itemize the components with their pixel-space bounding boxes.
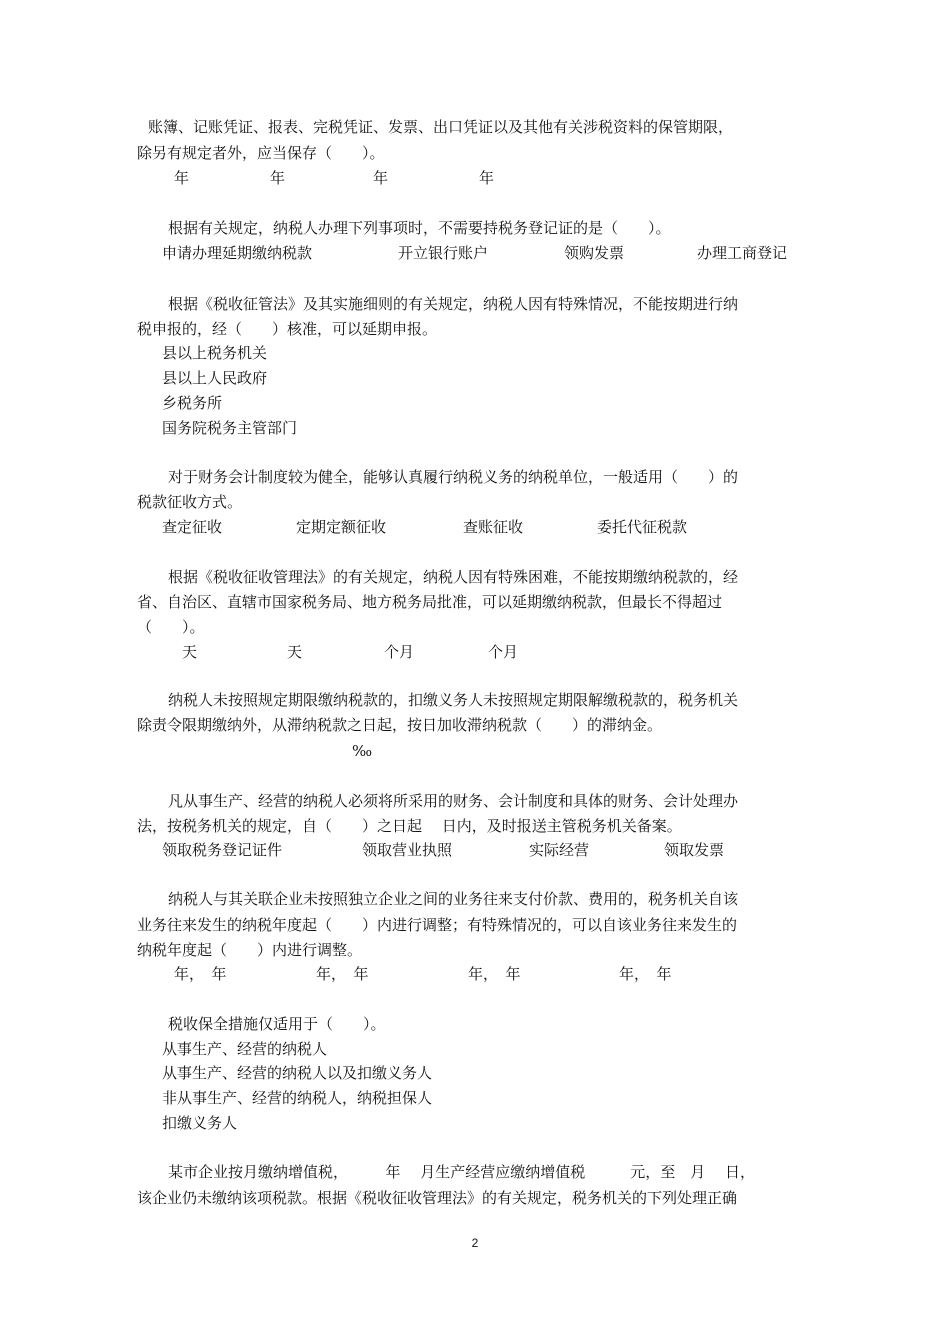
- question-1-line-1: 账簿、记账凭证、报表、完税凭证、发票、出口凭证以及其他有关涉税资料的保管期限，: [148, 118, 734, 136]
- question-2-option-d: 办理工商登记: [697, 244, 788, 262]
- question-1-option-d: 年: [479, 169, 495, 187]
- question-8-option-d: 年， 年: [619, 965, 672, 983]
- question-5-option-c: 个月: [384, 643, 415, 661]
- question-2-option-c: 领购发票: [564, 244, 625, 262]
- question-3-option-d: 国务院税务主管部门: [162, 419, 298, 437]
- question-4-option-d: 委托代征税款: [597, 518, 688, 536]
- question-8-line-1: 纳税人与其关联企业未按照独立企业之间的业务往来支付价款、费用的，税务机关自该: [168, 890, 739, 908]
- question-2-line-1: 根据有关规定，纳税人办理下列事项时，不需要持税务登记证的是（ ）。: [168, 219, 671, 237]
- question-6-line-2: 除责令限期缴纳外，从滞纳税款之日起，按日加收滞纳税款（ ）的滞纳金。: [137, 716, 663, 734]
- question-5-option-d: 个月: [488, 643, 519, 661]
- question-10-line-2: 该企业仍未缴纳该项税款。根据《税收征收管理法》的有关规定，税务机关的下列处理正确: [137, 1189, 738, 1207]
- question-9-option-b: 从事生产、经营的纳税人以及扣缴义务人: [162, 1064, 433, 1082]
- question-6-line-1: 纳税人未按照规定期限缴纳税款的，扣缴义务人未按照规定期限解缴税款的，税务机关: [168, 691, 739, 709]
- question-7-option-d: 领取发票: [664, 841, 725, 859]
- question-3-line-2: 税申报的，经（ ）核准，可以延期申报。: [137, 320, 438, 338]
- question-8-option-b: 年， 年: [316, 965, 369, 983]
- question-7-option-c: 实际经营: [529, 841, 590, 859]
- question-9-option-c: 非从事生产、经营的纳税人，纳税担保人: [162, 1089, 433, 1107]
- question-5-line-1: 根据《税收征收管理法》的有关规定，纳税人因有特殊困难，不能按期缴纳税款的，经: [168, 568, 739, 586]
- question-3-option-c: 乡税务所: [162, 394, 223, 412]
- question-5-line-2: 省、自治区、直辖市国家税务局、地方税务局批准，可以延期缴纳税款，但最长不得超过: [137, 593, 723, 611]
- question-1-option-a: 年: [174, 169, 190, 187]
- question-7-option-b: 领取营业执照: [362, 841, 453, 859]
- question-9-line-1: 税收保全措施仅适用于（ ）。: [168, 1015, 386, 1033]
- question-4-option-b: 定期定额征收: [296, 518, 387, 536]
- question-9-option-d: 扣缴义务人: [162, 1114, 238, 1132]
- question-2-option-a: 申请办理延期缴纳税款: [162, 244, 313, 262]
- question-9-option-a: 从事生产、经营的纳税人: [162, 1040, 328, 1058]
- question-2-option-b: 开立银行账户: [398, 244, 489, 262]
- page-number: 2: [471, 1236, 479, 1250]
- question-4-option-c: 查账征收: [463, 518, 524, 536]
- question-5-option-a: 天: [182, 643, 198, 661]
- question-8-option-a: 年， 年: [174, 965, 227, 983]
- question-3-line-1: 根据《税收征管法》及其实施细则的有关规定，纳税人因有特殊情况，不能按期进行纳: [168, 295, 739, 313]
- question-4-option-a: 查定征收: [162, 518, 223, 536]
- question-5-option-b: 天: [287, 643, 303, 661]
- question-1-option-c: 年: [373, 169, 389, 187]
- question-6-option: ‰: [352, 742, 373, 760]
- question-3-option-a: 县以上税务机关: [162, 344, 268, 362]
- question-1-line-2: 除另有规定者外，应当保存（ ）。: [137, 144, 385, 162]
- question-8-line-2: 业务往来发生的纳税年度起（ ）内进行调整；有特殊情况的，可以自该业务往来发生的: [137, 916, 738, 934]
- question-7-line-1: 凡从事生产、经营的纳税人必须将所采用的财务、会计制度和具体的财务、会计处理办: [168, 792, 739, 810]
- question-4-line-1: 对于财务会计制度较为健全，能够认真履行纳税义务的纳税单位，一般适用（ ）的: [168, 468, 739, 486]
- question-7-option-a: 领取税务登记证件: [162, 841, 283, 859]
- question-7-line-2: 法，按税务机关的规定，自（ ）之日起 日内，及时报送主管税务机关备案。: [137, 817, 682, 835]
- question-8-option-c: 年， 年: [468, 965, 521, 983]
- question-10-line-1: 某市企业按月缴纳增值税， 年 月生产经营应缴纳增值税 元，至 月 日，: [168, 1163, 756, 1181]
- question-5-line-3: （ ）。: [137, 618, 205, 636]
- question-8-line-3: 纳税年度起（ ）内进行调整。: [137, 941, 363, 959]
- question-1-option-b: 年: [270, 169, 286, 187]
- question-3-option-b: 县以上人民政府: [162, 369, 268, 387]
- question-4-line-2: 税款征收方式。: [137, 493, 243, 511]
